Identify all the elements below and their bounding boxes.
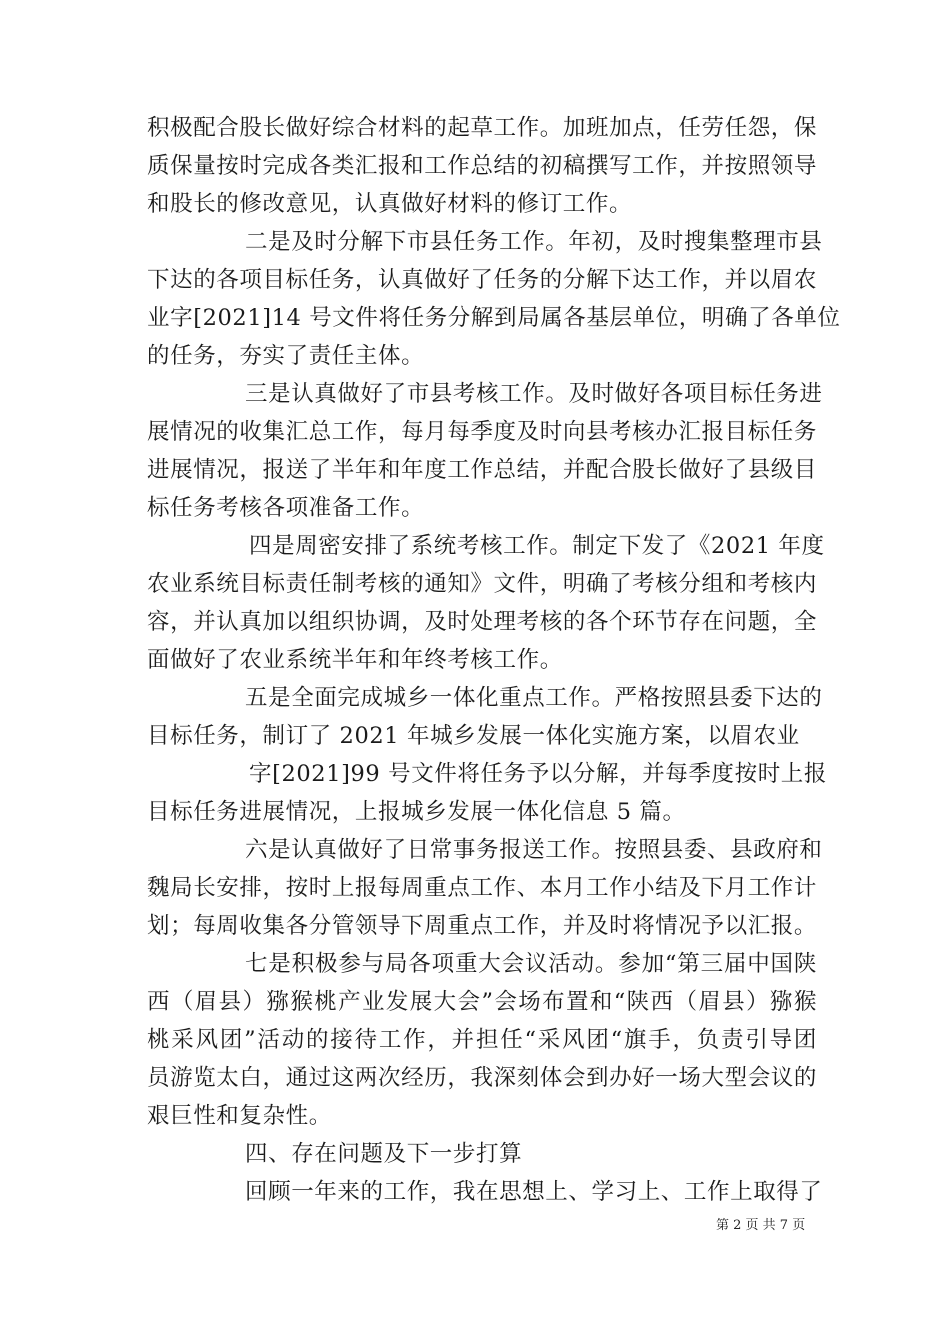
paragraph-line: 划；每周收集各分管领导下周重点工作，并及时将情况予以汇报。 (147, 913, 817, 939)
paragraph-line: 三是认真做好了市县考核工作。及时做好各项目标任务进 (245, 381, 823, 407)
paragraph-line: 二是及时分解下市县任务工作。年初，及时搜集整理市县 (245, 229, 823, 255)
paragraph-line: 的任务，夯实了责任主体。 (147, 343, 425, 369)
paragraph-line: 农业系统目标责任制考核的通知》文件，明确了考核分组和考核内 (147, 571, 817, 597)
paragraph-line: 魏局长安排，按时上报每周重点工作、本月工作小结及下月工作计 (147, 875, 817, 901)
paragraph-line: 容，并认真加以组织协调，及时处理考核的各个环节存在问题，全 (147, 609, 817, 635)
paragraph-line: 展情况的收集汇总工作，每月每季度及时向县考核办汇报目标任务 (147, 419, 817, 445)
paragraph-line: 业字[2021]14 号文件将任务分解到局属各基层单位，明确了各单位 (147, 305, 841, 331)
paragraph-line: 面做好了农业系统半年和年终考核工作。 (147, 647, 563, 673)
paragraph-line: 六是认真做好了日常事务报送工作。按照县委、县政府和 (245, 837, 823, 863)
paragraph-line: 四是周密安排了系统考核工作。制定下发了《2021 年度 (249, 533, 825, 559)
paragraph-line: 艰巨性和复杂性。 (147, 1103, 332, 1129)
paragraph-line: 积极配合股长做好综合材料的起草工作。加班加点，任劳任怨，保 (147, 115, 817, 141)
paragraph-line: 进展情况，报送了半年和年度工作总结，并配合股长做好了县级目 (147, 457, 817, 483)
page-number-footer: 第 2 页 共 7 页 (716, 1218, 806, 1233)
paragraph-line: 字[2021]99 号文件将任务予以分解，并每季度按时上报 (249, 761, 827, 787)
paragraph-line: 目标任务，制订了 2021 年城乡发展一体化实施方案，以眉农业 (147, 723, 800, 749)
paragraph-line: 质保量按时完成各类汇报和工作总结的初稿撰写工作，并按照领导 (147, 153, 817, 179)
paragraph-line: 标任务考核各项准备工作。 (147, 495, 425, 521)
paragraph-line: 西（眉县）猕猴桃产业发展大会”会场布置和“陕西（眉县）猕猴 (147, 989, 817, 1015)
paragraph-line: 桃采风团”活动的接待工作，并担任“采风团“旗手，负责引导团 (147, 1027, 817, 1053)
paragraph-line: 四、存在问题及下一步打算 (245, 1141, 523, 1167)
paragraph-line: 员游览太白，通过这两次经历，我深刻体会到办好一场大型会议的 (147, 1065, 817, 1091)
paragraph-line: 回顾一年来的工作，我在思想上、学习上、工作上取得了 (245, 1179, 823, 1205)
paragraph-line: 五是全面完成城乡一体化重点工作。严格按照县委下达的 (245, 685, 823, 711)
paragraph-line: 和股长的修改意见，认真做好材料的修订工作。 (147, 191, 633, 217)
paragraph-line: 目标任务进展情况，上报城乡发展一体化信息 5 篇。 (147, 799, 686, 825)
paragraph-line: 下达的各项目标任务，认真做好了任务的分解下达工作，并以眉农 (147, 267, 817, 293)
paragraph-line: 七是积极参与局各项重大会议活动。参加“第三届中国陕 (245, 951, 817, 977)
